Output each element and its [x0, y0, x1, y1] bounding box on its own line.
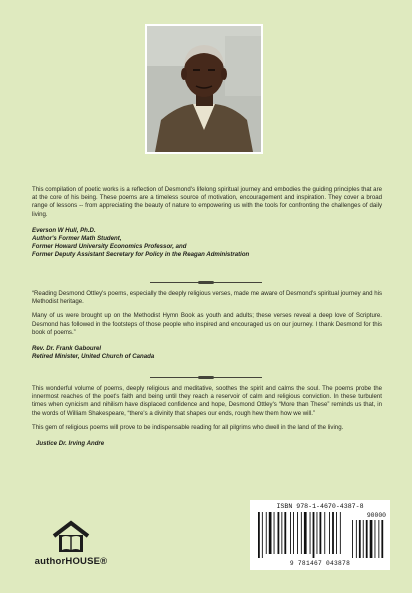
- barcode-bar: [258, 512, 260, 558]
- barcode-bar: [304, 512, 307, 554]
- addon-bar: [378, 520, 379, 558]
- section-divider: [150, 282, 262, 283]
- addon-bar: [359, 520, 361, 558]
- barcode-bar: [324, 512, 325, 554]
- endorsement-signature-3: [32, 440, 382, 448]
- ean-number: [250, 560, 390, 567]
- house-book-icon: [26, 516, 116, 556]
- publisher-name: authorHOUSE®: [34, 556, 108, 567]
- barcode-bar: [290, 512, 291, 554]
- addon-bar: [375, 520, 376, 558]
- barcode-bar: [310, 512, 311, 554]
- barcode-bar: [293, 512, 294, 554]
- quote-paragraph: “Reading Desmond Ottley's poems, especially the deeply religious verses, made me aware of Desmond's spiritual journey and his Methodist heritage.: [32, 290, 382, 306]
- barcode-bar: [284, 512, 286, 554]
- review-section: [32, 385, 382, 448]
- barcode-bar: [336, 512, 337, 554]
- addon-bar: [363, 520, 364, 558]
- barcode-bar: [262, 512, 263, 558]
- isbn-label: ISBN 978-1-4670-4387-8: [276, 503, 364, 510]
- barcode-bar: [320, 512, 322, 554]
- barcode-bar: [281, 512, 282, 554]
- endorser-title: Retired Minister, United Church of Canada: [32, 353, 155, 361]
- endorser-name: Justice Dr. Irving Andre: [36, 440, 105, 448]
- intro-paragraph: This compilation of poetic works is a reflection of Desmond's lifelong spiritual journey and embodies the guiding principles that are at the core of his being. These poems are a timeless source of motivation, encouragement and inspiration. They cover a broad range of lessons -- from appreciating the beauty of nature to empowering us with the tools for confronting the challenges of daily living.: [32, 186, 382, 218]
- endorser-title: Former Howard University Economics Professor, and: [32, 242, 187, 250]
- quote-section: [32, 290, 382, 361]
- isbn-barcode: [250, 500, 390, 570]
- barcode-bar: [313, 512, 315, 558]
- ean-digits: 9 781467 043878: [289, 560, 351, 567]
- addon-bar: [352, 520, 353, 558]
- quote-paragraph: Many of us were brought up on the Methodist Hymn Book as youth and adults; these verses reveal a deep love of Scripture. Desmond has followed in the footsteps of those people who inspired and encouraged us on our journey. I thank Desmond for this book of poems.”: [32, 312, 382, 336]
- barcode-bar: [340, 512, 341, 554]
- author-portrait-image: [147, 26, 261, 152]
- endorser-title: Author's Former Math Student,: [32, 234, 122, 242]
- barcode-bars: [256, 512, 384, 560]
- review-paragraph: This gem of religious poems will prove to be indispensable reading for all pilgrims who dwell in the land of the living.: [32, 423, 344, 431]
- endorser-name: Rev. Dr. Frank Gabourel: [32, 345, 102, 353]
- addon-bar: [366, 520, 368, 558]
- section-divider: [150, 377, 262, 378]
- endorser-title: Former Deputy Assistant Secretary for Policy in the Reagan Administration: [32, 250, 250, 258]
- barcode-bar: [332, 512, 334, 554]
- endorsement-signature-2: [32, 345, 382, 361]
- addon-bar: [381, 520, 383, 558]
- intro-section: [32, 186, 382, 259]
- barcode-bar: [274, 512, 275, 554]
- barcode-bar: [317, 512, 318, 554]
- price-code: 90000: [366, 512, 386, 519]
- addon-bar: [356, 520, 357, 558]
- review-paragraph: This wonderful volume of poems, deeply religious and meditative, soothes the spirit and calms the soul. The poems probe the innermost reaches of the poet's faith and being until they reach a reservoir of calm and religious conviction. In these turbulent times when cynicism and nihilism have displaced confidence and hope, Desmond Ottley's “More than These” reminds us that, in the words of William Shakespeare, “there's a divinity that shapes our ends, rough hew them how we will.”: [32, 385, 382, 417]
- publisher-logo: [26, 516, 116, 576]
- endorser-name: Everson W Hull, Ph.D.: [32, 226, 96, 234]
- addon-bar: [370, 520, 373, 558]
- barcode-bar: [301, 512, 302, 554]
- barcode-bar: [266, 512, 267, 554]
- barcode-bar: [278, 512, 280, 554]
- barcode-bar: [269, 512, 272, 554]
- author-photo: [145, 24, 263, 154]
- barcode-bar: [297, 512, 298, 554]
- endorsement-signature-1: [32, 227, 382, 259]
- barcode-bar: [329, 512, 330, 554]
